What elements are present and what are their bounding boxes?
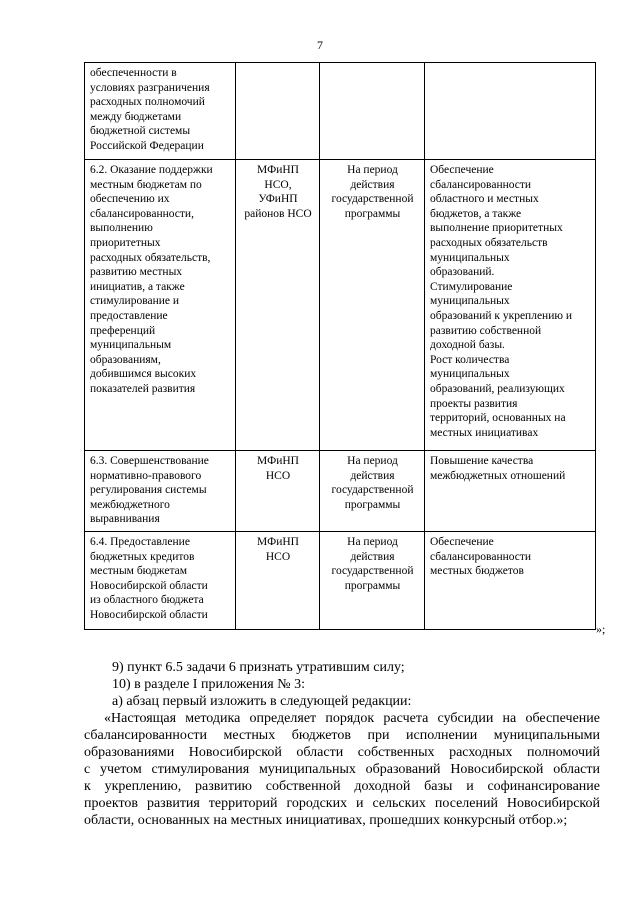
cell-text-line: 6.2. Оказание поддержки	[90, 164, 213, 176]
cell-text-line: нормативно-правового	[90, 469, 202, 482]
cell-text-line: межбюджетного	[90, 498, 170, 511]
cell-text-line: местных бюджетов	[430, 565, 524, 578]
cell-text-line: сбалансированности,	[90, 207, 194, 220]
cell-text-line: условиях разграничения	[90, 81, 210, 94]
cell-text-line: территорий, основанных на	[430, 412, 566, 425]
cell-text-line: Новосибирской области	[90, 608, 208, 621]
result-cell	[425, 63, 596, 160]
cell-text-line: Новосибирской области	[90, 579, 208, 592]
cell-text-line: бюджетной системы	[90, 125, 191, 138]
cell-text-line: бюджетных кредитов	[90, 550, 195, 563]
quote-line: образованиями Новосибирской области собственных расходных полномочий	[84, 745, 600, 760]
quote-line: к укреплению, развитию собственной доходной базы и софинансирование	[84, 779, 600, 794]
cell-text-line: МФиНП	[257, 455, 299, 467]
cell-text-line: регулирования системы	[90, 484, 207, 497]
measures-table	[84, 62, 596, 630]
cell-text-line: между бюджетами	[90, 110, 182, 123]
cell-text-line: государственной	[331, 565, 414, 578]
result-cell	[425, 451, 596, 532]
task-cell	[85, 532, 236, 630]
cell-text-line: межбюджетных отношений	[430, 469, 566, 482]
cell-text-line: из областного бюджета	[90, 594, 204, 607]
executor-cell	[236, 160, 320, 451]
cell-text-line: районов НСО	[244, 207, 312, 220]
cell-text-line: приоритетных	[90, 236, 161, 249]
table-row	[85, 532, 596, 630]
quote-line: «Настоящая методика определяет порядок расчета субсидии на обеспечение	[104, 711, 600, 726]
cell-text-line: программы	[344, 207, 401, 220]
cell-text-line: МФиНП	[257, 536, 299, 548]
cell-text-line: проекты развития	[430, 397, 518, 410]
cell-text-line: преференций	[90, 324, 156, 337]
table-closing-mark: »;	[596, 622, 606, 636]
quote-line: проектов развития территорий городских и сельских поселений Новосибирской	[84, 796, 600, 811]
cell-text-line: действия	[350, 550, 395, 563]
cell-text-line: Российской Федерации	[90, 139, 204, 152]
quote-line: сбалансированности местных бюджетов при исполнении муниципальными	[84, 728, 600, 743]
cell-text-line: программы	[344, 498, 401, 511]
cell-text-line: государственной	[331, 484, 414, 497]
cell-text-line: МФиНП	[257, 164, 299, 176]
period-cell	[320, 451, 425, 532]
cell-text-line: 6.4. Предоставление	[90, 536, 190, 548]
cell-text-line: НСО,	[264, 178, 292, 191]
cell-text-line: муниципальных	[430, 295, 510, 308]
cell-text-line: доходной базы.	[430, 339, 505, 352]
table-row	[85, 160, 596, 451]
cell-text-line: образований.	[430, 266, 495, 279]
cell-text-line: местных инициативах	[430, 426, 539, 439]
cell-text-line: УФиНП	[258, 193, 298, 206]
cell-text-line: Повышение качества	[430, 455, 534, 467]
cell-text-line: расходных полномочий	[90, 96, 205, 109]
cell-text-line: образований, реализующих	[430, 382, 565, 395]
result-cell	[425, 532, 596, 630]
cell-text-line: показателей развития	[90, 382, 196, 395]
item-a-paragraph: а) абзац первый изложить в следующей редакции:	[112, 694, 412, 709]
cell-text-line: бюджетов, а также	[430, 207, 522, 220]
cell-text-line: добившимся высоких	[90, 368, 197, 381]
item-9-paragraph: 9) пункт 6.5 задачи 6 признать утратившим силу;	[112, 660, 405, 675]
cell-text-line: Рост количества	[430, 353, 510, 366]
cell-text-line: НСО	[265, 469, 291, 482]
cell-text-line: сбалансированности	[430, 550, 532, 563]
page-number: 7	[317, 38, 323, 52]
period-cell	[320, 160, 425, 451]
cell-text-line: государственной	[331, 193, 414, 206]
cell-text-line: выполнение приоритетных	[430, 222, 563, 235]
cell-text-line: стимулирование и	[90, 295, 180, 308]
quote-line: области, основанных на местных инициативах, прошедших конкурсный отбор.»;	[84, 813, 568, 828]
cell-text-line: развитию местных	[90, 266, 183, 279]
cell-text-line: предоставление	[90, 309, 168, 322]
cell-text-line: местным бюджетам по	[90, 178, 202, 191]
task-cell	[85, 451, 236, 532]
table-row	[85, 63, 596, 160]
quote-line: с учетом стимулирования муниципальных образований Новосибирской области	[84, 762, 600, 777]
cell-text-line: Обеспечение	[430, 536, 494, 548]
cell-text-line: На период	[347, 455, 398, 467]
cell-text-line: образованиям,	[90, 353, 161, 366]
cell-text-line: расходных обязательств,	[90, 251, 211, 264]
cell-text-line: областного и местных	[430, 193, 539, 206]
task-cell	[85, 63, 236, 160]
cell-text-line: Обеспечение	[430, 164, 494, 176]
cell-text-line: муниципальных	[430, 368, 510, 381]
cell-text-line: действия	[350, 469, 395, 482]
cell-text-line: действия	[350, 178, 395, 191]
result-cell	[425, 160, 596, 451]
table-row	[85, 451, 596, 532]
cell-text-line: НСО	[265, 550, 291, 563]
cell-text-line: сбалансированности	[430, 178, 532, 191]
executor-cell	[236, 63, 320, 160]
task-cell	[85, 160, 236, 451]
cell-text-line: На период	[347, 536, 398, 548]
cell-text-line: выполнению	[90, 222, 153, 235]
cell-text-line: Стимулирование	[430, 280, 513, 293]
item-10-paragraph: 10) в разделе I приложения № 3:	[112, 677, 305, 692]
cell-text-line: муниципальным	[90, 339, 172, 352]
cell-text-line: образований к укреплению и	[430, 309, 572, 322]
cell-text-line: программы	[344, 579, 401, 592]
cell-text-line: 6.3. Совершенствование	[90, 455, 209, 467]
cell-text-line: обеспеченности в	[90, 67, 177, 79]
cell-text-line: местным бюджетам	[90, 565, 187, 578]
cell-text-line: выравнивания	[90, 513, 160, 526]
cell-text-line: обеспечению их	[90, 193, 170, 206]
cell-text-line: инициатив, а также	[90, 280, 185, 293]
executor-cell	[236, 451, 320, 532]
executor-cell	[236, 532, 320, 630]
cell-text-line: расходных обязательств	[430, 236, 548, 249]
cell-text-line: На период	[347, 164, 398, 176]
cell-text-line: развитию собственной	[430, 324, 542, 337]
period-cell	[320, 63, 425, 160]
quoted-methodology-paragraph	[84, 710, 600, 829]
period-cell	[320, 532, 425, 630]
cell-text-line: муниципальных	[430, 251, 510, 264]
